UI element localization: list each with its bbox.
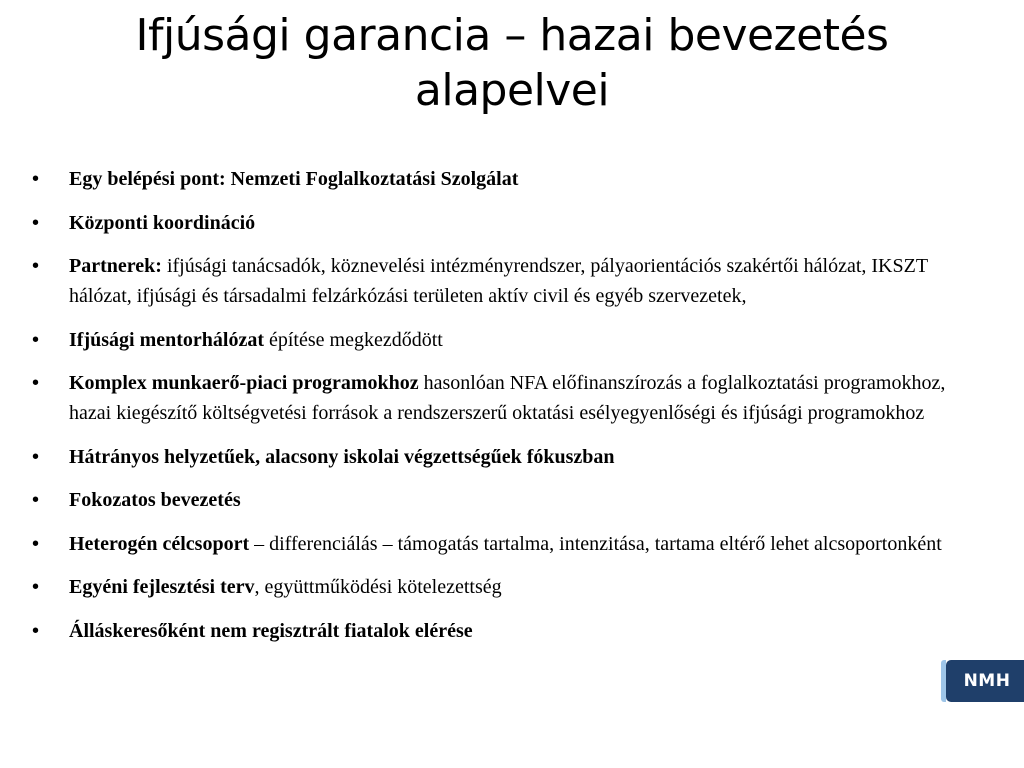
bullet-bold-text: Álláskeresőként nem regisztrált fiatalok elérése: [69, 619, 473, 642]
bullet-item-development-plan: [32, 572, 976, 602]
bullet-marker: •: [32, 372, 40, 394]
slide-title: Ifjúsági garancia – hazai bevezetés alapelvei: [135, 10, 889, 116]
logo-accent-edge: [941, 660, 946, 702]
bullet-bold-text: Heterogén célcsoport: [69, 532, 250, 555]
bullet-marker: •: [32, 576, 40, 598]
bullet-bold-text: Egy belépési pont: Nemzeti Foglalkoztatási Szolgálat: [69, 168, 519, 190]
bullet-text: – differenciálás – támogatás tartalma, intenzitása, tartama eltérő lehet alcsoportonként: [249, 532, 942, 555]
nmh-logo: [946, 660, 1024, 702]
bullet-item-entry-point: [32, 164, 976, 194]
bullet-marker: •: [32, 532, 40, 555]
bullet-bold-text: Ifjúsági mentorhálózat: [69, 328, 264, 351]
bullet-bold-text: Hátrányos helyzetűek, alacsony iskolai végzettségűek fókuszban: [69, 445, 615, 468]
bullet-list: [32, 164, 976, 659]
bullet-bold-text: Partnerek:: [69, 255, 162, 277]
bullet-text: , együttműködési kötelezettség: [254, 576, 502, 598]
bullet-marker: •: [32, 489, 40, 511]
bullet-text: építése megkezdődött: [263, 328, 443, 351]
bullet-item-mentor-network: [32, 325, 976, 355]
bullet-bold-text: Komplex munkaerő-piaci programokhoz: [69, 372, 419, 394]
bullet-item-unregistered-youth: [32, 616, 976, 646]
logo-text: NMH: [963, 671, 1011, 691]
bullet-item-gradual-introduction: [32, 485, 976, 515]
bullet-item-disadvantaged-focus: [32, 442, 976, 472]
bullet-item-heterogeneous-target: [32, 529, 976, 559]
bullet-bold-text: Egyéni fejlesztési terv: [69, 576, 255, 598]
bullet-bold-text: Központi koordináció: [69, 211, 256, 234]
bullet-item-partners: [32, 251, 976, 311]
bullet-item-coordination: [32, 208, 976, 238]
bullet-bold-text: Fokozatos bevezetés: [69, 489, 241, 511]
bullet-marker: •: [32, 168, 40, 190]
bullet-marker: •: [32, 619, 40, 642]
bullet-text: ifjúsági tanácsadók, köznevelési intézményrendszer, pályaorientációs szakértői hálózat, IKSZT hálózat, ifjúsági és társadalmi felzárkózási területen aktív civil és egyéb szervezetek,: [69, 255, 928, 307]
bullet-text: hasonlóan NFA előfinanszírozás a foglalkoztatási programokhoz, hazai kiegészítő költségvetési források a rendszerszerű oktatási esélyegyenlőségi és ifjúsági programokhoz: [69, 372, 946, 424]
bullet-marker: •: [32, 255, 40, 277]
bullet-item-programs: [32, 368, 976, 428]
bullet-marker: •: [32, 328, 40, 351]
bullet-marker: •: [32, 445, 40, 468]
bullet-marker: •: [32, 211, 40, 234]
